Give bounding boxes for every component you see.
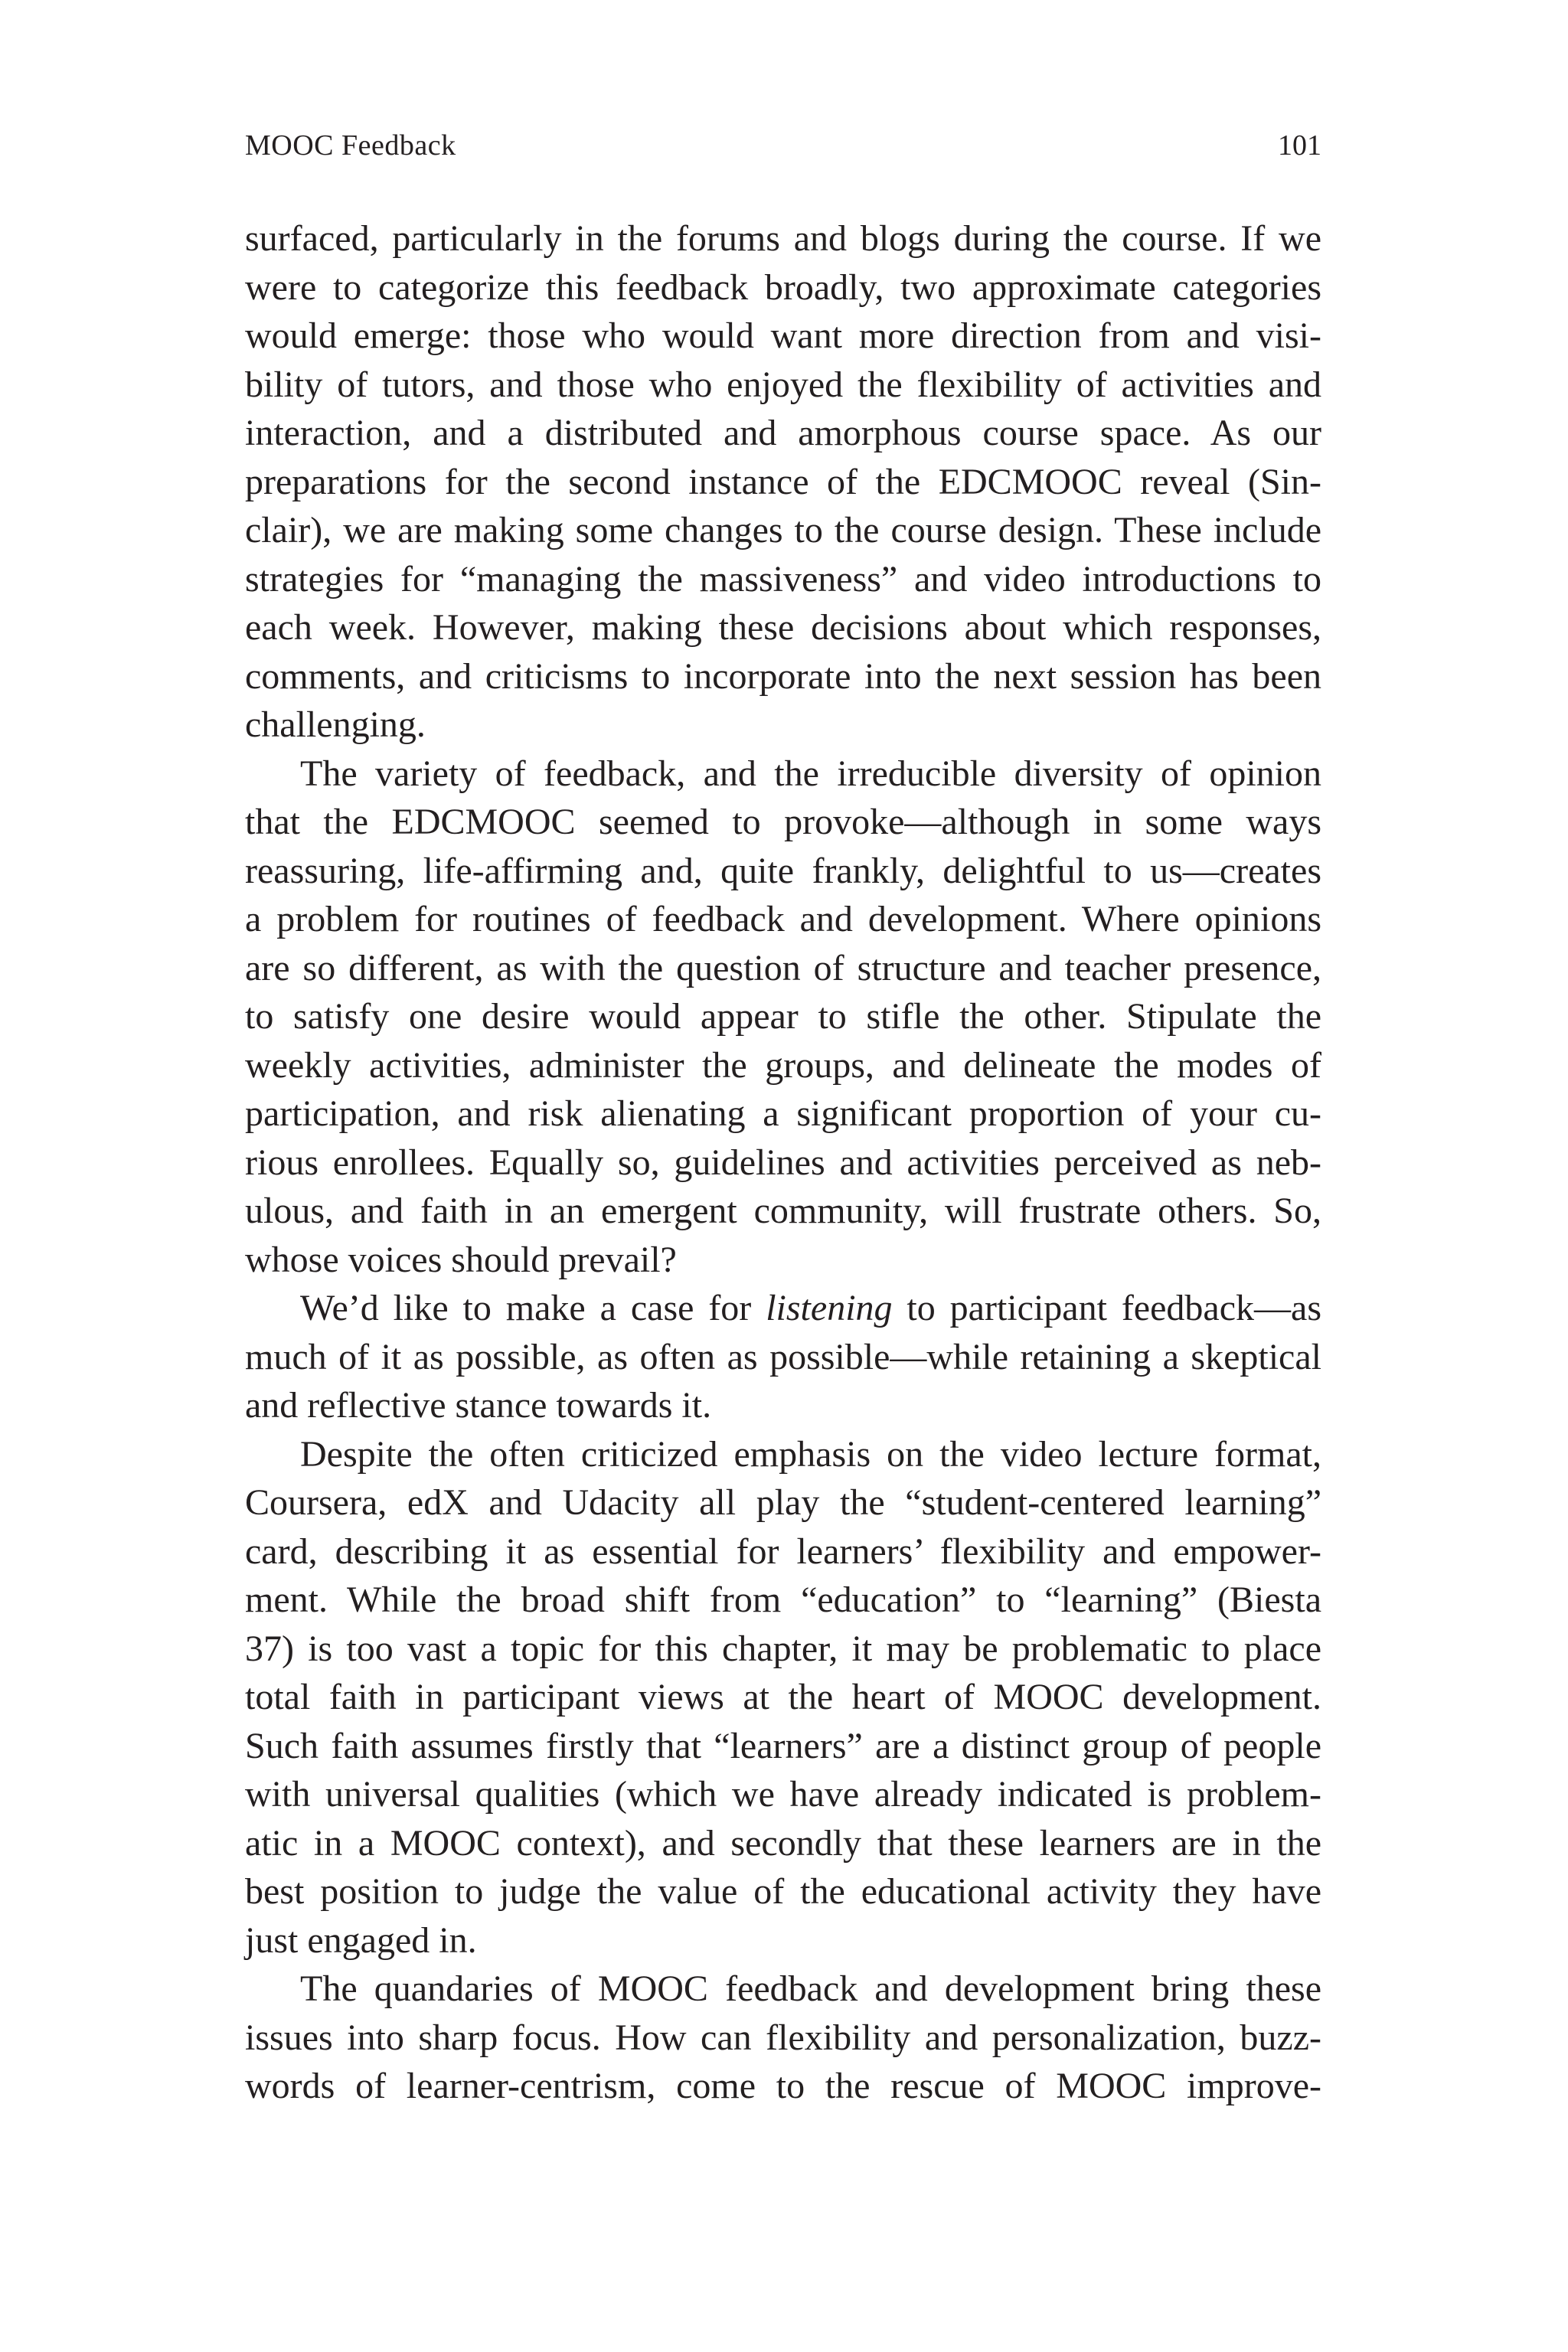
text-line: to satisfy one desire would appear to stifle the other. Stipulate the (245, 996, 1321, 1037)
text-line: reassuring, life-affirming and, quite frankly, delightful to us—creates (245, 850, 1321, 891)
text-line: Despite the often criticized emphasis on the video lecture format, (300, 1433, 1321, 1475)
text-line: bility of tutors, and those who enjoyed the flexibility of activities and (245, 364, 1321, 405)
paragraph-3 (245, 1284, 1321, 1430)
text-line: The variety of feedback, and the irreducible diversity of opinion (300, 753, 1321, 794)
text-line: card, describing it as essential for learners’ flexibility and empower- (245, 1530, 1321, 1572)
paragraph-1 (245, 214, 1321, 750)
text-line: each week. However, making these decisions about which responses, (245, 607, 1321, 648)
text-line: were to categorize this feedback broadly, two approximate categories (245, 266, 1321, 308)
text-line: would emerge: those who would want more direction from and visi- (245, 315, 1321, 356)
text-line: surfaced, particularly in the forums and blogs during the course. If we (245, 218, 1321, 259)
text-line: that the EDCMOOC seemed to provoke—although in some ways (245, 802, 1321, 842)
body-text (245, 214, 1321, 2111)
text-line: rious enrollees. Equally so, guidelines and activities perceived as neb- (245, 1142, 1321, 1183)
text-run: to participant feedback—as (892, 1288, 1322, 1328)
text-line: interaction, and a distributed and amorphous course space. As our (245, 413, 1321, 453)
text-line: comments, and criticisms to incorporate into the next session has been (245, 655, 1321, 697)
text-line: are so different, as with the question of structure and teacher presence, (245, 947, 1321, 988)
text-line: Such faith assumes firstly that “learners” are a distinct group of people (245, 1725, 1321, 1766)
text-line: best position to judge the value of the educational activity they have (245, 1871, 1321, 1912)
running-title: MOOC Feedback (245, 129, 456, 162)
text-line: with universal qualities (which we have already indicated is problem- (245, 1774, 1321, 1815)
text-run: We’d like to make a case for (300, 1288, 766, 1328)
page-number: 101 (1278, 129, 1321, 162)
text-line: a problem for routines of feedback and development. Where opinions (245, 899, 1321, 939)
text-line: challenging. (245, 704, 426, 745)
text-line: atic in a MOOC context), and secondly that these learners are in the (245, 1822, 1321, 1864)
text-line: much of it as possible, as often as possible—while retaining a skeptical (245, 1336, 1321, 1377)
text-line: 37) is too vast a topic for this chapter, it may be problematic to place (245, 1628, 1321, 1669)
text-line: just engaged in. (245, 1919, 477, 1961)
text-line: total faith in participant views at the heart of MOOC development. (245, 1677, 1321, 1717)
emphasis-text: listening (766, 1288, 893, 1328)
text-line: Coursera, edX and Udacity all play the “student-centered learning” (245, 1482, 1321, 1523)
text-line: issues into sharp focus. How can flexibility and personalization, buzz- (245, 2017, 1321, 2058)
text-line: ulous, and faith in an emergent community, will frustrate others. So, (245, 1191, 1321, 1231)
paragraph-4 (245, 1430, 1321, 1965)
text-line: ment. While the broad shift from “education” to “learning” (Biesta (245, 1579, 1321, 1620)
text-line: strategies for “managing the massiveness” and video introductions to (245, 558, 1321, 599)
text-line: The quandaries of MOOC feedback and development bring these (300, 1968, 1321, 2009)
text-line: clair), we are making some changes to the course design. These include (245, 510, 1321, 550)
text-line: words of learner-centrism, come to the rescue of MOOC improve- (245, 2066, 1321, 2106)
text-line: preparations for the second instance of the EDCMOOC reveal (Sin- (245, 461, 1321, 502)
text-line: weekly activities, administer the groups, and delineate the modes of (245, 1044, 1321, 1086)
text-line (245, 1284, 1321, 1333)
text-line: whose voices should prevail? (245, 1239, 677, 1280)
text-line: and reflective stance towards it. (245, 1385, 712, 1426)
paragraph-5 (245, 1965, 1321, 2111)
text-line: participation, and risk alienating a significant proportion of your cu- (245, 1093, 1321, 1134)
paragraph-2 (245, 750, 1321, 1285)
running-header (245, 122, 1321, 168)
